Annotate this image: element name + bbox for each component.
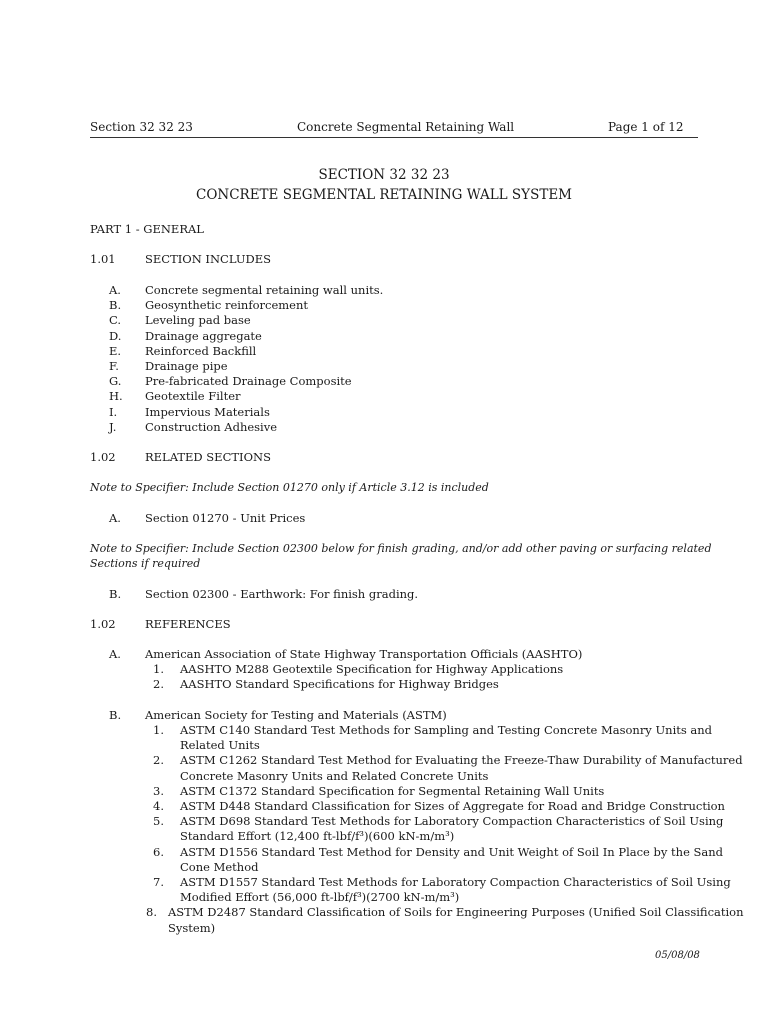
list-item-text: Geotextile Filter xyxy=(145,389,241,404)
list-item-letter: D. xyxy=(109,328,122,343)
reference-text: ASTM C140 Standard Test Methods for Sampling and Testing Concrete Masonry Units and xyxy=(180,723,713,737)
section-number-title: SECTION 32 32 23 xyxy=(318,167,450,183)
reference-text: Related Units xyxy=(180,738,260,753)
list-item-letter: B. xyxy=(109,587,122,601)
article-number: 1.02 xyxy=(90,617,116,631)
list-item-text: Drainage pipe xyxy=(145,359,228,373)
specifier-note: Note to Specifier: Include Section 01270 only if Article 3.12 is included xyxy=(90,481,489,494)
reference-number: 3. xyxy=(153,783,164,798)
article-heading: REFERENCES xyxy=(145,617,231,631)
list-item-letter: H. xyxy=(109,389,123,404)
specifier-note: Note to Specifier: Include Section 02300 below for finish grading, and/or add other paving or surfacing related xyxy=(90,542,712,555)
reference-text: Standard Effort (12,400 ft-lbf/f³)(600 kN-m/m³) xyxy=(180,829,455,844)
reference-text: AASHTO Standard Specifications for Highway Bridges xyxy=(180,677,499,692)
list-item-letter: B. xyxy=(109,298,122,313)
list-item-text: Drainage aggregate xyxy=(145,328,262,343)
reference-number: 2. xyxy=(153,677,164,692)
list-item-text: Impervious Materials xyxy=(145,404,270,419)
list-item-text: Section 01270 - Unit Prices xyxy=(145,511,306,525)
list-item-letter: C. xyxy=(109,313,122,328)
list-item-text: Geosynthetic reinforcement xyxy=(145,298,308,313)
list-item-letter: I. xyxy=(109,404,118,419)
reference-number: 4. xyxy=(153,799,164,813)
header-section-number: Section 32 32 23 xyxy=(90,120,193,134)
list-item-letter: A. xyxy=(109,647,121,661)
reference-text: AASHTO M288 Geotextile Specification for Highway Applications xyxy=(180,662,564,676)
article-heading: SECTION INCLUDES xyxy=(145,252,272,266)
list-item-text: Section 02300 - Earthwork: For finish grading. xyxy=(145,587,419,601)
part-heading: PART 1 - GENERAL xyxy=(90,222,204,236)
list-item-letter: B. xyxy=(109,708,122,722)
footer-date: 05/08/08 xyxy=(655,950,700,961)
reference-text: Concrete Masonry Units and Related Concrete Units xyxy=(180,768,489,783)
reference-number: 8. xyxy=(146,905,157,920)
list-item-letter: J. xyxy=(109,419,117,434)
reference-number: 7. xyxy=(153,875,164,889)
list-item-text: Concrete segmental retaining wall units. xyxy=(145,283,384,297)
reference-text: ASTM D448 Standard Classification for Sizes of Aggregate for Road and Bridge Construction xyxy=(180,799,725,813)
specifier-note: Sections if required xyxy=(90,557,201,570)
article-number: 1.02 xyxy=(90,450,116,464)
reference-text: ASTM D2487 Standard Classification of Soils for Engineering Purposes (Unified Soil Classification xyxy=(168,905,744,920)
reference-text: ASTM D698 Standard Test Methods for Laboratory Compaction Characteristics of Soil Using xyxy=(180,814,724,829)
section-name-title: CONCRETE SEGMENTAL RETAINING WALL SYSTEM xyxy=(195,187,573,203)
reference-group-title: American Society for Testing and Materials (ASTM) xyxy=(145,708,447,722)
reference-text: Modified Effort (56,000 ft-lbf/f³)(2700 kN-m/m³) xyxy=(180,890,460,905)
list-item-text: Leveling pad base xyxy=(145,313,251,328)
header-section-title: Concrete Segmental Retaining Wall xyxy=(297,120,515,134)
article-number: 1.01 xyxy=(90,252,116,266)
reference-text: ASTM D1556 Standard Test Method for Density and Unit Weight of Soil In Place by the Sand xyxy=(180,844,724,859)
reference-text: ASTM C1262 Standard Test Method for Evaluating the Freeze-Thaw Durability of Manufactured xyxy=(180,753,743,768)
list-item-letter: F. xyxy=(109,359,119,373)
reference-text: System) xyxy=(168,920,216,935)
reference-number: 6. xyxy=(153,844,164,859)
list-item-text: Construction Adhesive xyxy=(145,419,278,434)
header-rule xyxy=(90,137,698,138)
list-item-text: Pre-fabricated Drainage Composite xyxy=(145,374,352,389)
header-page-number: Page 1 of 12 xyxy=(608,120,684,134)
list-item-letter: E. xyxy=(109,343,122,358)
list-item-letter: A. xyxy=(109,283,121,297)
reference-number: 1. xyxy=(153,723,164,737)
list-item-letter: G. xyxy=(109,374,122,389)
list-item-text: Reinforced Backfill xyxy=(145,343,257,358)
reference-number: 1. xyxy=(153,662,164,676)
list-item-letter: A. xyxy=(109,511,121,525)
reference-text: ASTM C1372 Standard Specification for Segmental Retaining Wall Units xyxy=(180,783,605,798)
article-heading: RELATED SECTIONS xyxy=(145,450,271,464)
reference-number: 2. xyxy=(153,753,164,768)
reference-group-title: American Association of State Highway Transportation Officials (AASHTO) xyxy=(145,647,583,661)
reference-text: ASTM D1557 Standard Test Methods for Laboratory Compaction Characteristics of Soil Using xyxy=(180,875,731,889)
reference-number: 5. xyxy=(153,814,164,829)
reference-text: Cone Method xyxy=(180,859,259,874)
